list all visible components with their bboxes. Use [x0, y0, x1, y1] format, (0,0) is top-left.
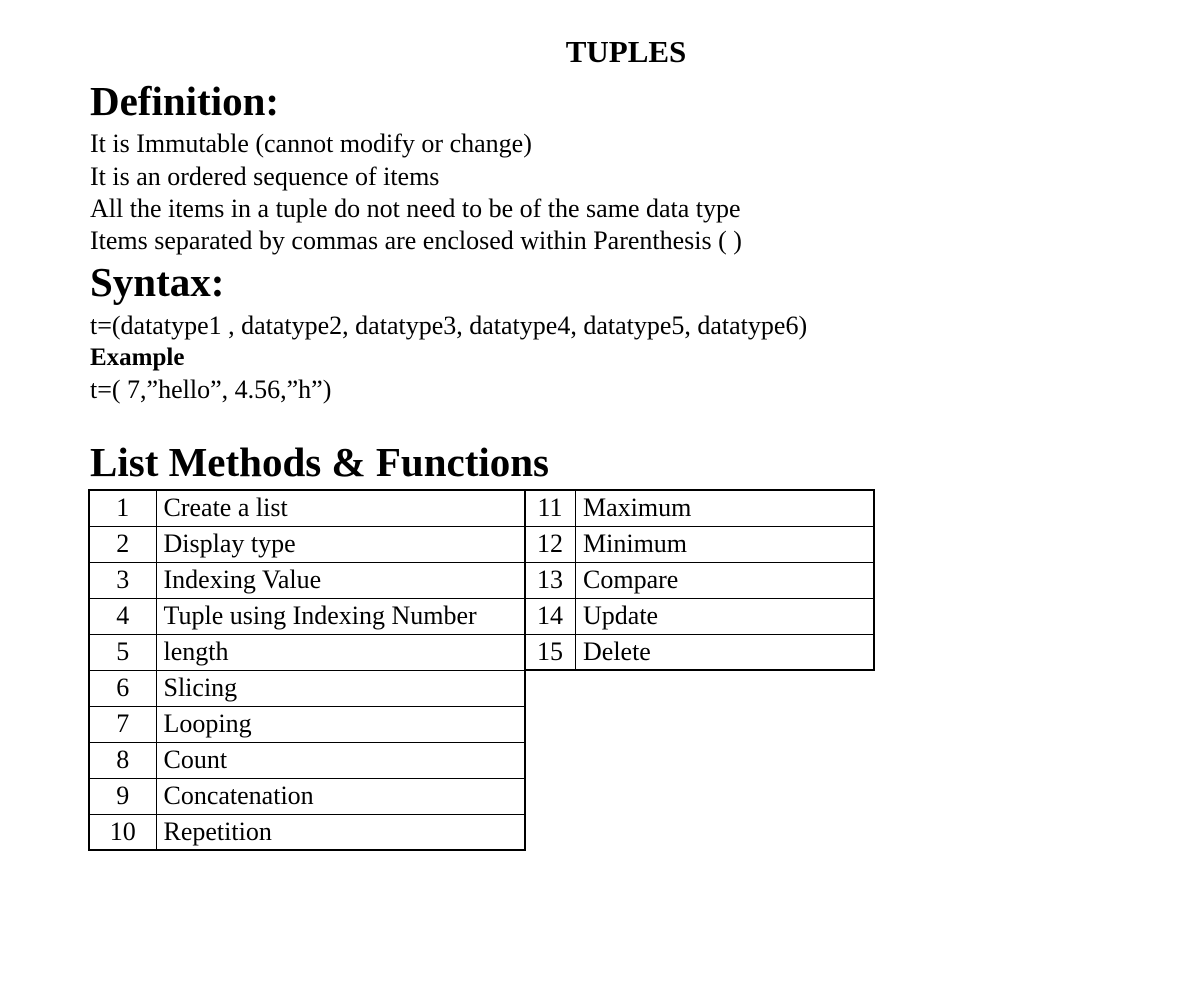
table-row — [525, 526, 874, 562]
page-title: TUPLES — [565, 34, 687, 69]
method-number: 12 — [525, 526, 576, 562]
method-number: 10 — [89, 814, 156, 850]
method-name: Looping — [156, 706, 525, 742]
method-name: Minimum — [576, 526, 874, 562]
method-name: Indexing Value — [156, 562, 525, 598]
syntax-code: t=(datatype1 , datatype2, datatype3, datatype4, datatype5, datatype6) — [90, 311, 808, 340]
method-name: Update — [576, 598, 874, 634]
method-name: Delete — [576, 634, 874, 670]
method-number: 8 — [89, 742, 156, 778]
table-row — [89, 562, 525, 598]
definition-line: It is an ordered sequence of items — [90, 162, 440, 191]
method-number: 4 — [89, 598, 156, 634]
definition-line: All the items in a tuple do not need to be of the same data type — [90, 194, 741, 223]
table-row — [89, 490, 525, 526]
table-row — [525, 598, 874, 634]
table-row — [89, 598, 525, 634]
method-number: 3 — [89, 562, 156, 598]
example-code: t=( 7,”hello”, 4.56,”h”) — [90, 375, 332, 404]
definition-line: It is Immutable (cannot modify or change) — [90, 129, 532, 158]
method-number: 2 — [89, 526, 156, 562]
method-name: Tuple using Indexing Number — [156, 598, 525, 634]
table-row — [525, 490, 874, 526]
method-number: 11 — [525, 490, 576, 526]
definition-line: Items separated by commas are enclosed within Parenthesis ( ) — [90, 226, 742, 255]
table-row — [525, 634, 874, 670]
table-row — [89, 778, 525, 814]
method-name: Concatenation — [156, 778, 525, 814]
method-number: 1 — [89, 490, 156, 526]
method-number: 14 — [525, 598, 576, 634]
method-name: Slicing — [156, 670, 525, 706]
method-number: 13 — [525, 562, 576, 598]
example-label: Example — [90, 344, 185, 371]
method-number: 5 — [89, 634, 156, 670]
table-row — [89, 814, 525, 850]
method-number: 6 — [89, 670, 156, 706]
method-name: Count — [156, 742, 525, 778]
method-number: 7 — [89, 706, 156, 742]
table-row — [525, 562, 874, 598]
methods-table-right — [524, 489, 875, 671]
table-row — [89, 742, 525, 778]
table-row — [89, 634, 525, 670]
method-number: 15 — [525, 634, 576, 670]
table-row — [89, 706, 525, 742]
definition-heading: Definition: — [90, 78, 280, 124]
method-name: Create a list — [156, 490, 525, 526]
table-row — [89, 670, 525, 706]
methods-heading: List Methods & Functions — [90, 439, 550, 485]
method-name: Maximum — [576, 490, 874, 526]
method-number: 9 — [89, 778, 156, 814]
syntax-heading: Syntax: — [90, 259, 225, 305]
method-name: Repetition — [156, 814, 525, 850]
method-name: length — [156, 634, 525, 670]
method-name: Display type — [156, 526, 525, 562]
table-row — [89, 526, 525, 562]
method-name: Compare — [576, 562, 874, 598]
methods-table-left — [88, 489, 526, 851]
